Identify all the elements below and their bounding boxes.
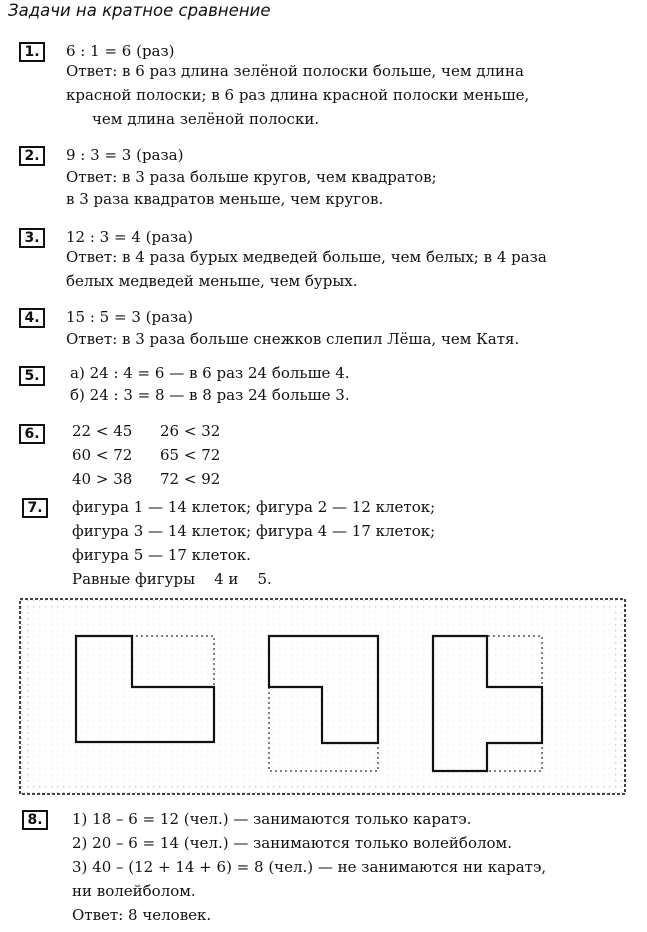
task-7-line: фигура 1 — 14 клеток; фигура 2 — 12 клеток;: [72, 498, 436, 516]
task-8-step: 2) 20 – 6 = 14 (чел.) — занимаются только волейболом.: [72, 834, 512, 852]
task-4-number: 4.: [19, 308, 45, 328]
task-8-answer: Ответ: 8 человек.: [72, 906, 212, 924]
task-6-comparison: 22 < 45: [72, 422, 133, 440]
figures-grid: [19, 598, 626, 795]
task-2-answer-line: Ответ: в 3 раза больше кругов, чем квадратов;: [66, 168, 437, 186]
page-title: Задачи на кратное сравнение: [8, 1, 271, 20]
task-5-line-b: б) 24 : 3 = 8 — в 8 раз 24 больше 3.: [70, 386, 350, 404]
task-3-answer-line: белых медведей меньше, чем бурых.: [66, 272, 358, 290]
task-2-equation: 9 : 3 = 3 (раза): [66, 146, 184, 164]
task-2-number: 2.: [19, 146, 45, 166]
task-4-answer-line: Ответ: в 3 раза больше снежков слепил Лёша, чем Катя.: [66, 330, 520, 348]
task-8-step: ни волейболом.: [72, 882, 196, 900]
task-1-number: 1.: [19, 42, 45, 62]
task-7-line: фигура 5 — 17 клеток.: [72, 546, 251, 564]
task-1-answer-line: красной полоски; в 6 раз длина красной полоски меньше,: [66, 86, 530, 104]
task-8-number: 8.: [22, 810, 48, 830]
task-1-answer-line: чем длина зелёной полоски.: [92, 110, 320, 128]
task-7-number: 7.: [22, 498, 48, 518]
task-5-number: 5.: [19, 366, 45, 386]
task-3-number: 3.: [19, 228, 45, 248]
task-1-equation: 6 : 1 = 6 (раз): [66, 42, 175, 60]
task-8-step: 3) 40 – (12 + 14 + 6) = 8 (чел.) — не занимаются ни каратэ,: [72, 858, 547, 876]
task-5-line-a: а) 24 : 4 = 6 — в 6 раз 24 больше 4.: [70, 364, 350, 382]
task-1-answer-line: Ответ: в 6 раз длина зелёной полоски больше, чем длина: [66, 62, 524, 80]
task-8-step: 1) 18 – 6 = 12 (чел.) — занимаются только каратэ.: [72, 810, 472, 828]
task-6-comparison: 40 > 38: [72, 470, 133, 488]
task-3-equation: 12 : 3 = 4 (раза): [66, 228, 194, 246]
task-4-equation: 15 : 5 = 3 (раза): [66, 308, 194, 326]
task-7-line: фигура 3 — 14 клеток; фигура 4 — 17 клеток;: [72, 522, 436, 540]
task-6-comparison: 65 < 72: [160, 446, 221, 464]
task-6-number: 6.: [19, 424, 45, 444]
task-6-comparison: 72 < 92: [160, 470, 221, 488]
task-3-answer-line: Ответ: в 4 раза бурых медведей больше, чем белых; в 4 раза: [66, 248, 547, 266]
task-7-equal-figures: Равные фигуры 4 и 5.: [72, 570, 272, 588]
task-2-answer-line: в 3 раза квадратов меньше, чем кругов.: [66, 190, 384, 208]
task-6-comparison: 26 < 32: [160, 422, 221, 440]
task-6-comparison: 60 < 72: [72, 446, 133, 464]
